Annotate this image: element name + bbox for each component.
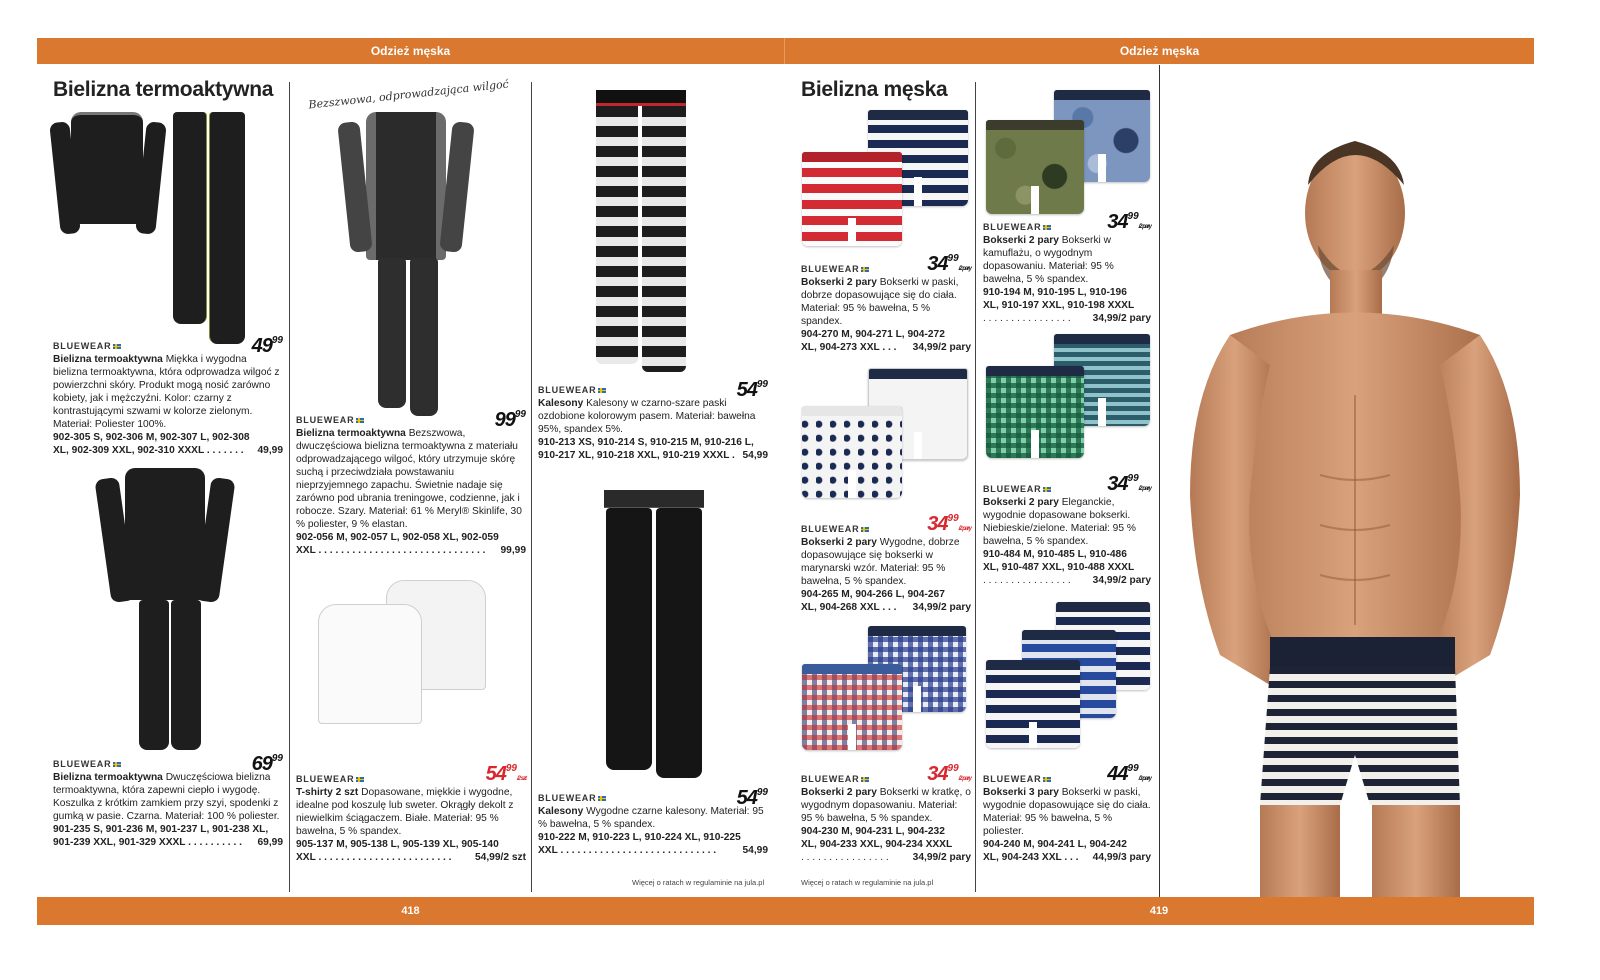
price-tag: $44^{99}/3$ pary <box>1107 763 1151 785</box>
product-image-3pack-boxers[interactable] <box>984 600 1154 752</box>
product-codes: 904-270 M, 904-271 L, 904-272 <box>801 329 945 340</box>
product-description: Bokserki w paski, dobrze dopasowujące się do ciała. Materiał: 95 % bawełna, 5 % spandex. <box>801 277 959 327</box>
product-description: Wygodne, dobrze dopasowujące się bokserki w marynarski wzór. Materiał: 95 % bawełna, 5 % spandex. <box>801 537 960 587</box>
product-image-camo-boxers[interactable] <box>984 88 1154 218</box>
product-name: Bielizna termoaktywna <box>53 772 163 783</box>
product-total: 34,99/2 pary <box>1092 313 1151 324</box>
swedish-flag-icon <box>1043 487 1051 492</box>
product-total: 54,99 <box>742 450 768 461</box>
section-title-thermal: Bielizna termoaktywna <box>53 78 274 101</box>
product-card-boxers-camo: BLUEWEAR $34^{99}/2$ pary Bokserki 2 pary Bokserki w kamuflażu, o wygodnym dopasowaniu. Materiał: 95 % bawełna, 5 % spandex. 910-194 M, 910-195 L, 910-196 XL, 910-197 XXL, 910-198 XXXL . . . . . . . . . . . . . . . . 34,99/2 pary <box>983 211 1151 324</box>
swedish-flag-icon <box>113 762 121 767</box>
product-codes: 902-305 S, 902-306 M, 902-307 L, 902-308 <box>53 432 250 443</box>
price-tag: $34^{99}/2$ pary <box>927 513 971 535</box>
product-total: 49,99 <box>257 445 283 456</box>
product-total: 44,99/3 pary <box>1092 852 1151 863</box>
product-codes: 905-137 M, 905-138 L, 905-139 XL, 905-140 <box>296 839 499 850</box>
brand-logo: BLUEWEAR <box>53 758 121 771</box>
brand-logo: BLUEWEAR <box>296 414 364 427</box>
price-tag: $54^{99}$ <box>736 787 768 809</box>
brand-logo: BLUEWEAR <box>801 523 869 536</box>
product-card-boxers-nautical: BLUEWEAR $34^{99}/2$ pary Bokserki 2 pary Wygodne, dobrze dopasowujące się bokserki w marynarski wzór. Materiał: 95 % bawełna, 5 % spandex. 904-265 M, 904-266 L, 904-267 XL, 904-268 XXL . . . 34,99/2 pary <box>801 513 971 613</box>
price-tag: $54^{99}/2$ szt <box>485 763 526 785</box>
section-title-mens-underwear: Bielizna męska <box>801 78 948 101</box>
product-name: Bielizna termoaktywna <box>296 428 406 439</box>
product-description: Eleganckie, wygodnie dopasowane bokserki. Niebieskie/zielone. Materiał: 95 % bawełna, 5 % spandex. <box>983 497 1136 547</box>
brand-logo: BLUEWEAR <box>538 384 606 397</box>
product-image-seamless-thermal[interactable] <box>340 108 470 418</box>
product-name: Bokserki 2 pary <box>801 277 877 288</box>
header-band-right <box>784 38 1534 64</box>
price-tag: $69^{99}$ <box>251 753 283 775</box>
product-image-checked-boxers[interactable] <box>800 624 970 754</box>
product-name: Bokserki 2 pary <box>801 537 877 548</box>
product-description: Miękka i wygodna bielizna termoaktywna, która odprowadza wilgoć z powierzchni skóry. Produkt mogą nosić zarówno kobiety, jak i mężczyźni. Kolor: czarny z kontrastującymi szwami w kolorze zielonym. Materiał: Poliester 100%. <box>53 354 280 430</box>
brand-logo: BLUEWEAR <box>538 792 606 805</box>
product-card-black-longjohns: BLUEWEAR $54^{99}$ Kalesony Wygodne czarne kalesony. Materiał: 95 % bawełna, 5 % spandex. 910-222 M, 910-223 L, 910-224 XL, 910-225 XXL . . . . . . . . . . . . . . . . . . . . . . . . . . . . 54,99 <box>538 787 768 856</box>
swedish-flag-icon <box>356 418 364 423</box>
price-tag: $54^{99}$ <box>736 379 768 401</box>
product-description: Dwuczęściowa bielizna termoaktywna, która zapewni ciepło i wygodę. Koszulka z krótkim zamkiem przy szyi, spodenki z gumką w pasie. Czarna. Materiał: 100 % poliester. <box>53 772 280 822</box>
page-number-right: 419 <box>1149 905 1169 917</box>
header-label-right: Odzież męska <box>1119 44 1200 58</box>
price-tag: $34^{99}/2$ pary <box>1107 473 1151 495</box>
product-total: 34,99/2 pary <box>912 602 971 613</box>
product-description: Bokserki w kamuflażu, o wygodnym dopasowaniu. Materiał: 95 % bawełna, 5 % spandex. <box>983 235 1114 285</box>
product-name: Bokserki 2 pary <box>801 787 877 798</box>
column-divider <box>531 82 532 892</box>
page-number-left: 418 <box>401 905 420 917</box>
product-image-thermal-set[interactable] <box>53 108 253 348</box>
product-card-boxers-checked: BLUEWEAR $34^{99}/2$ pary Bokserki 2 pary Bokserki w kratkę, o wygodnym dopasowaniu. Materiał: 95 % bawełna, 5 % spandex. 904-230 M, 904-231 L, 904-232 XL, 904-233 XXL, 904-234 XXXL . . . . . . . . . . . . . . . . 34,99/2 pary <box>801 763 971 863</box>
product-card-boxers-3pack: BLUEWEAR $44^{99}/3$ pary Bokserki 3 pary Bokserki w paski, wygodnie dopasowujące się do ciała. Materiał: 95 % bawełna, 5 % poliester. 904-240 M, 904-241 L, 904-242 XL, 904-243 XXL . . . 44,99/3 pary <box>983 763 1151 863</box>
product-card-boxers-elegant: BLUEWEAR $34^{99}/2$ pary Bokserki 2 pary Eleganckie, wygodnie dopasowane bokserki. Niebieskie/zielone. Materiał: 95 % bawełna, 5 % spandex. 910-484 M, 910-485 L, 910-486 XL, 910-487 XXL, 910-488 XXXL . . . . . . . . . . . . . . . . 34,99/2 pary <box>983 473 1151 586</box>
swedish-flag-icon <box>861 777 869 782</box>
product-description: Wygodne czarne kalesony. Materiał: 95 % bawełna, 5 % spandex. <box>538 806 764 830</box>
swedish-flag-icon <box>861 527 869 532</box>
product-card-thermal-seamless: BLUEWEAR $99^{99}$ Bielizna termoaktywna Bezszwowa, dwuczęściowa bielizna termoaktywna z materiału odprowadzającego wilgoć, który utrzymuje skórę suchą i przeciwdziała powstawaniu nieprzyjemnego zapachu. Świetnie nadaje się zarówno pod ubrania treningowe, codzienne, jak i robocze. Szary. Materiał: 61 % Meryl® Skinlife, 30 % poliester, 9 % elastan. 902-056 M, 902-057 L, 902-058 XL, 902-059 XXL . . . . . . . . . . . . . . . . . . . . . . . . . . . . . . 99,99 <box>296 409 526 556</box>
column-divider <box>975 82 976 892</box>
tagline-seamless: Bezszwowa, odprowadzająca wilgoć <box>307 77 510 112</box>
product-name: Kalesony <box>538 806 584 817</box>
product-total: 54,99/2 szt <box>475 852 526 863</box>
product-name: Bokserki 2 pary <box>983 497 1059 508</box>
product-total: 34,99/2 pary <box>1092 575 1151 586</box>
brand-logo: BLUEWEAR <box>983 483 1051 496</box>
product-name: Kalesony <box>538 398 584 409</box>
footer-band-left <box>37 897 784 925</box>
product-card-boxers-striped: BLUEWEAR $34^{99}/2$ pary Bokserki 2 pary Bokserki w paski, dobrze dopasowujące się do ciała. Materiał: 95 % bawełna, 5 % spandex. 904-270 M, 904-271 L, 904-272 XL, 904-273 XXL . . . 34,99/2 pary <box>801 253 971 353</box>
product-description: Bokserki w kratkę, o wygodnym dopasowaniu. Materiał: 95 % bawełna, 5 % spandex. <box>801 787 971 824</box>
product-codes: 904-240 M, 904-241 L, 904-242 <box>983 839 1127 850</box>
product-codes: 910-222 M, 910-223 L, 910-224 XL, 910-225 <box>538 832 741 843</box>
column-divider <box>289 82 290 892</box>
product-codes: 910-484 M, 910-485 L, 910-486 <box>983 549 1127 560</box>
swedish-flag-icon <box>598 388 606 393</box>
product-image-black-longjohns[interactable] <box>604 490 704 780</box>
header-band-left <box>37 38 784 64</box>
footer-band-right <box>784 897 1534 925</box>
product-description: Dopasowane, miękkie i wygodne, idealne pod koszulę lub sweter. Okrągły dekolt z niewielkim ściągaczem. Białe. Materiał: 95 % bawełna, 5 % spandex. <box>296 787 514 837</box>
product-image-thermal-2piece[interactable] <box>95 468 245 758</box>
price-tag: $49^{99}$ <box>251 335 283 357</box>
installments-note: Więcej o ratach w regulaminie na jula.pl <box>632 878 765 887</box>
product-name: Bokserki 3 pary <box>983 787 1059 798</box>
product-codes: 901-235 S, 901-236 M, 901-237 L, 901-238 XL, <box>53 824 269 835</box>
product-description: Kalesony w czarno-szare paski ozdobione kolorowym pasem. Materiał: bawełna 95%, spandex 5%. <box>538 398 756 435</box>
product-total: 54,99 <box>742 845 768 856</box>
product-image-striped-boxers[interactable] <box>800 108 970 250</box>
header-label-left: Odzież męska <box>370 44 451 58</box>
product-name: Bielizna termoaktywna <box>53 354 163 365</box>
price-tag: $34^{99}/2$ pary <box>927 253 971 275</box>
swedish-flag-icon <box>1043 225 1051 230</box>
model-photo <box>1159 65 1534 897</box>
brand-logo: BLUEWEAR <box>801 263 869 276</box>
product-total: 99,99 <box>500 545 526 556</box>
price-tag: $99^{99}$ <box>494 409 526 431</box>
product-image-elegant-boxers[interactable] <box>984 332 1154 462</box>
swedish-flag-icon <box>598 796 606 801</box>
product-codes: 904-265 M, 904-266 L, 904-267 <box>801 589 945 600</box>
product-description: Bokserki w paski, wygodnie dopasowujące się do ciała. Materiał: 95 % bawełna, 5 % poliester. <box>983 787 1151 837</box>
brand-logo: BLUEWEAR <box>801 773 869 786</box>
brand-logo: BLUEWEAR <box>983 221 1051 234</box>
product-codes: 910-213 XS, 910-214 S, 910-215 M, 910-216 L, <box>538 437 754 448</box>
product-codes: 902-056 M, 902-057 L, 902-058 XL, 902-059 <box>296 532 499 543</box>
price-tag: $34^{99}/2$ pary <box>927 763 971 785</box>
swedish-flag-icon <box>861 267 869 272</box>
product-description: Bezszwowa, dwuczęściowa bielizna termoaktywna z materiału odprowadzającego wilgoć, który utrzymuje skórę suchą i przeciwdziała powstawaniu nieprzyjemnego zapachu. Świetnie nadaje się zarówno pod ubrania treningowe, codzienne, jak i robocze. Szary. Materiał: 61 % Meryl® Skinlife, 30 % poliester, 9 % elastan. <box>296 428 522 530</box>
product-name: T-shirty 2 szt <box>296 787 359 798</box>
product-total: 69,99 <box>257 837 283 848</box>
product-card-tshirts: BLUEWEAR $54^{99}/2$ szt T-shirty 2 szt Dopasowane, miękkie i wygodne, idealne pod koszulę lub sweter. Okrągły dekolt z niewielkim ściągaczem. Białe. Materiał: 95 % bawełna, 5 % spandex. 905-137 M, 905-138 L, 905-139 XL, 905-140 XXL . . . . . . . . . . . . . . . . . . . . . . . . 54,99/2 szt <box>296 763 526 863</box>
product-name: Bokserki 2 pary <box>983 235 1059 246</box>
swedish-flag-icon <box>1043 777 1051 782</box>
product-card-thermal-2: BLUEWEAR $69^{99}$ Bielizna termoaktywna Dwuczęściowa bielizna termoaktywna, która zapewni ciepło i wygodę. Koszulka z krótkim zamkiem przy szyi, spodenki z gumką w pasie. Czarna. Materiał: 100 % poliester. 901-235 S, 901-236 M, 901-237 L, 901-238 XL, 901-239 XXL, 901-329 XXXL . . . . . . . . . . 69,99 <box>53 753 283 848</box>
product-image-nautical-boxers[interactable] <box>800 366 970 500</box>
swedish-flag-icon <box>113 344 121 349</box>
swedish-flag-icon <box>356 777 364 782</box>
product-total: 34,99/2 pary <box>912 342 971 353</box>
product-image-striped-longjohns[interactable] <box>596 90 686 370</box>
brand-logo: BLUEWEAR <box>53 340 121 353</box>
product-codes: 904-230 M, 904-231 L, 904-232 <box>801 826 945 837</box>
product-card-thermal-1: BLUEWEAR $49^{99}$ Bielizna termoaktywna Miękka i wygodna bielizna termoaktywna, która odprowadza wilgoć z powierzchni skóry. Produkt mogą nosić zarówno kobiety, jak i mężczyźni. Kolor: czarny z kontrastującymi szwami w kolorze zielonym. Materiał: Poliester 100%. 902-305 S, 902-306 M, 902-307 L, 902-308 XL, 902-309 XXL, 902-310 XXXL . . . . . . . 49,99 <box>53 335 283 456</box>
brand-logo: BLUEWEAR <box>296 773 364 786</box>
model-figure <box>1160 65 1534 897</box>
product-total: 34,99/2 pary <box>912 852 971 863</box>
brand-logo: BLUEWEAR <box>983 773 1051 786</box>
product-image-tshirts[interactable] <box>316 578 496 728</box>
price-tag: $34^{99}/2$ pary <box>1107 211 1151 233</box>
product-card-striped-longjohns: BLUEWEAR $54^{99}$ Kalesony Kalesony w czarno-szare paski ozdobione kolorowym pasem. Materiał: bawełna 95%, spandex 5%. 910-213 XS, 910-214 S, 910-215 M, 910-216 L, 910-217 XL, 910-218 XXL, 910-219 XXXL . 54,99 <box>538 379 768 461</box>
product-codes: 910-194 M, 910-195 L, 910-196 <box>983 287 1127 298</box>
installments-note: Więcej o ratach w regulaminie na jula.pl <box>801 878 934 887</box>
